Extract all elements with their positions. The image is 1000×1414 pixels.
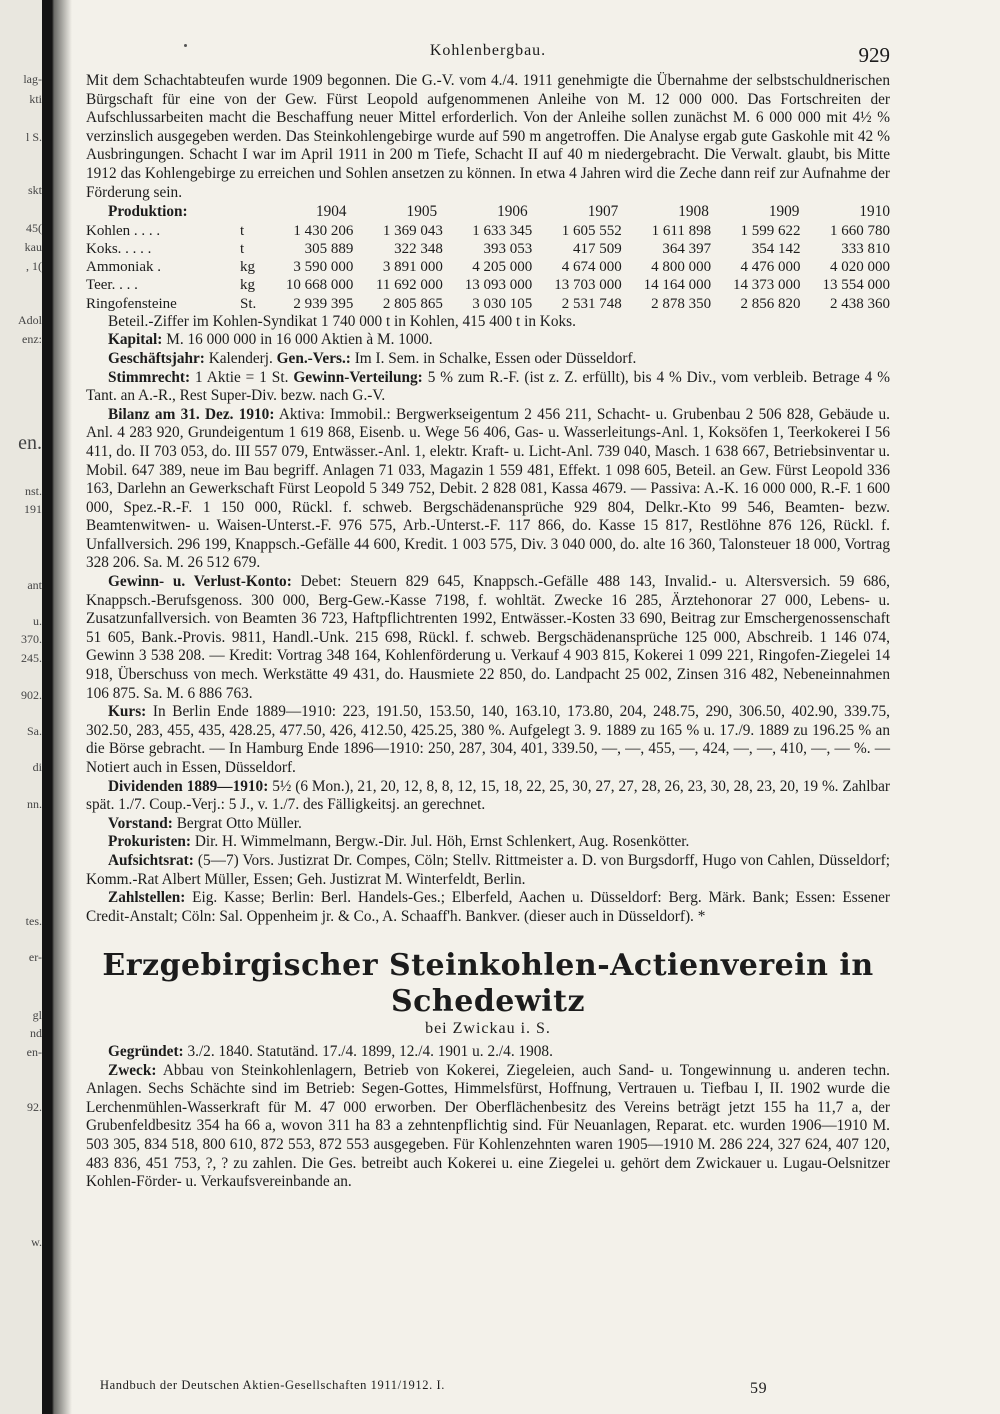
- section-label: Zahlstellen:: [108, 889, 186, 907]
- section-label: Kapital:: [108, 331, 163, 349]
- table-cell: 10 668 000: [285, 277, 354, 294]
- section-paragraph: [86, 815, 890, 834]
- margin-fragment: nst.: [24, 484, 42, 498]
- section-label: Dividenden 1889—1910:: [108, 777, 269, 795]
- table-cell: 3 891 000: [382, 259, 443, 276]
- table-cell: 1 660 780: [830, 222, 890, 239]
- table-cell: 322 348: [394, 240, 443, 257]
- margin-fragment: l S.: [25, 130, 42, 144]
- footer-imprint: Handbuch der Deutschen Aktien-Gesellschaften 1911/1912. I.: [100, 1378, 446, 1392]
- margin-fragment: 370.: [21, 632, 42, 646]
- table-cell: 364 397: [662, 240, 712, 257]
- margin-fragment: , 1(: [26, 259, 42, 273]
- row-label: Ringofensteine: [86, 295, 177, 312]
- section-text: Dir. H. Wimmelmann, Bergw.-Dir. Jul. Höh, Ernst Schlenkert, Aug. Rosenkötter.: [191, 833, 690, 851]
- table-row: [86, 276, 890, 294]
- table-cell: 417 509: [572, 240, 622, 257]
- margin-fragment: 245.: [21, 651, 42, 665]
- margin-fragment: en.: [18, 432, 42, 454]
- section-label: Gewinn- u. Verlust-Konto:: [108, 573, 292, 591]
- section-text: (5—7) Vors. Justizrat Dr. Compes, Cöln; Stellv. Rittmeister a. D. von Burgsdorff, Hugo von Cahlen, Düsseldorf; Komm.-Rat Albert Müller, Essen; Geh. Justizrat M. Winterfeldt, Berlin.: [86, 851, 890, 888]
- year-header: 1905: [406, 203, 438, 221]
- row-unit: kg: [240, 259, 255, 276]
- margin-fragment: kau: [24, 240, 42, 254]
- table-cell: 14 164 000: [643, 277, 712, 294]
- production-label: Produktion:: [108, 203, 188, 221]
- page-number: 929: [858, 43, 890, 67]
- margin-fragment: 902.: [21, 688, 42, 702]
- section-text: Debet: Steuern 829 645, Knappsch.-Gefälle 488 143, Invalid.- u. Altersversich. 59 686, Knappsch.-Berufsgenoss. 300 000, Berg-Gew.-Kasse 7198, f. wohltät. Zwecke 16 285, Ärztehonorar 27 000, Lebens- u. Zusatzunfallversich. von Beamten 36 723, Haftpflichtrenten 1992, Entwässer.-Kosten 33 690, Beitrag zur Emschergenossenschaft 51 605, Bank.-Provis. 9811, Handl.-Unk. 215 698, Rückl. f. schweb. Bergschädenansprüche 125 000, Abschreib. 1 146 074, Gewinn 3 538 208. — Kredit: Vortrag 348 164, Kohlenförderung u. Verkauf 4 903 815, Kokerei 1 099 221, Ringofen-Ziegelei 14 918, Überschuss von mech. Werkstätte 49 431, do. Hausmiete 22 850, do. Landpacht 25 002, Zinsen 316 482, Nebeneinnahmen 106 875. Sa. M. 6 886 763.: [86, 573, 891, 702]
- section-label: Stimmrecht:: [108, 368, 191, 386]
- section-text: 5½ (6 Mon.), 21, 20, 12, 8, 8, 12, 15, 18, 22, 25, 30, 27, 27, 28, 26, 23, 30, 28, 23, 20, 19 %. Zahlbar spät. 1./7. Coup.-Verj.: 5 J., v. 1./7. des Fälligkeitsj. an gerechnet.: [86, 777, 890, 814]
- table-row: [86, 295, 890, 313]
- section-text: Aktiva: Immobil.: Bergwerkseigentum 2 456 211, Schacht- u. Grubenbau 2 506 828, Gebäude u. Anl. 4 283 920, Grundeigentum 1 619 868, Eisenb. u. Wege 56 406, Gas- u. Wasserleitungs-Anl. 1, Koksöfen 1, Teerkokerei I 56 411, do. II 703 053, do. III 557 079, Entwässer.-Anl. 1, elektr. Kraft- u. Licht-Anl. 739 040, Masch. 1 638 667, Betriebsinventar u. Mobil. 647 389, neue im Bau begriff. Anlagen 71 033, Magazin 1 559 481, Effekt. 1 098 605, Beteil. an Gew. Fürst Leopold 336 163, Darlehn an Gewerkschaft Fürst Leopold 5 349 752, Debit. 2 828 081, Kassa 4679. — Passiva: A.-K. 16 000 000, R.-F. 1 600 000, Spez.-R.-F. 1 150 000, Rückl. f. schweb. Bergschädenansprüche 929 804, Delkr.-Kto 99 546, Beamten- bezw. Beamtenwitwen- u. Waisen-Unterst.-F. 976 575, Arb.-Unterst.-F. 117 866, do. Kasse 15 817, Restlöhne 876 126, Rückl. f. Unfallversich. 296 199, Knappsch.-Gefälle 44 600, Kredit. 1 003 575, Div. 3 040 000, do. alte 16 360, Talonsteuer 18 000, Vortrag 328 206. Sa. M. 26 512 679.: [86, 405, 890, 572]
- company-location: bei Zwickau i. S.: [425, 1020, 551, 1038]
- year-header: 1909: [768, 203, 800, 221]
- section-label: Bilanz am 31. Dez. 1910:: [108, 405, 275, 423]
- table-cell: 2 438 360: [830, 295, 890, 312]
- row-label: Ammoniak .: [86, 259, 161, 276]
- section-paragraph: [86, 1043, 890, 1062]
- intro-paragraph: Mit dem Schachtabteufen wurde 1909 begonnen. Die G.-V. vom 4./4. 1911 genehmigte die Übernahme der selbstschuldnerischen Bürgschaft für eine von der Gew. Fürst Leopold aufgenommenen Anleihe von M. 12 000 000. Das Fortschreiten der Aufschlussarbeiten macht die Beschaffung neuer Mittel erforderlich. Von der Anleihe sollen zunächst M. 6 000 000 mit 4½ % verzinslich ausgegeben werden. Das Steinkohlengebirge wurde auf 590 m angetroffen. Die Analyse ergab gute Gaskohle mit 42 % Ausbringungen. Schacht I war im April 1911 in 200 m Tiefe, Schacht II auf 40 m niedergebracht. Die Verwalt. glaubt, bis Mitte 1912 das Kohlengebirge zu erreichen und Sohlen ansetzen zu können. In etwa 4 Jahren wird die Zeche dann reif zur Aufnahme der Förderung sein.: [86, 72, 890, 201]
- year-header: 1910: [859, 203, 890, 221]
- section-paragraph: [86, 778, 890, 815]
- running-title: Kohlenbergbau.: [429, 42, 547, 59]
- margin-fragment: nd: [30, 1026, 42, 1040]
- book-binding-edge: [0, 0, 78, 1414]
- section-paragraph: [86, 1062, 890, 1192]
- section-label: Prokuristen:: [108, 833, 191, 851]
- table-cell: 14 373 000: [733, 277, 801, 294]
- margin-fragment: skt: [27, 183, 42, 197]
- year-header: 1907: [587, 203, 619, 221]
- table-cell: 2 856 820: [740, 295, 801, 312]
- row-unit: kg: [240, 277, 255, 294]
- section-text: 1 Aktie = 1 St.: [190, 368, 294, 386]
- section-text: In Berlin Ende 1889—1910: 223, 191.50, 153.50, 140, 163.10, 173.80, 204, 248.75, 290, 306.50, 402.90, 339.75, 302.50, 283, 455, 435, 428.25, 477.50, 426, 412.50, 425.25, 380 %. Aufgelegt 3. 9. 1889 zu 165 % u. 17./9. 1889 zu 196.25 % an die Börse gebracht. — In Hamburg Ende 1896—1910: 250, 287, 304, 401, 339.50, —, —, 455, —, 424, —, —, 410, —, — %. — Notiert auch in Essen, Düsseldorf.: [86, 703, 890, 777]
- margin-fragment: nn.: [27, 797, 42, 811]
- section-label: Gegründet:: [108, 1042, 184, 1060]
- table-cell: 305 889: [304, 240, 354, 257]
- section-paragraph: [86, 573, 890, 703]
- margin-fragment: Adol: [18, 313, 42, 327]
- table-cell: 1 633 345: [472, 222, 533, 239]
- section-text: 3./2. 1840. Statutänd. 17./4. 1899, 12./4. 1901 u. 2./4. 1908.: [183, 1042, 553, 1060]
- margin-fragment: di: [32, 760, 42, 774]
- year-header: 1908: [678, 203, 709, 221]
- table-cell: 4 020 000: [830, 259, 890, 276]
- table-cell: 2 939 395: [293, 295, 354, 312]
- syndicate-note: Beteil.-Ziffer im Kohlen-Syndikat 1 740 000 t in Kohlen, 415 400 t in Koks.: [108, 312, 576, 330]
- table-cell: 3 590 000: [293, 259, 354, 276]
- margin-fragment: er-: [28, 950, 42, 964]
- table-row: [86, 240, 890, 258]
- margin-fragment: 92.: [27, 1100, 42, 1114]
- table-cell: 2 805 865: [382, 295, 443, 312]
- table-cell: 4 205 000: [472, 259, 533, 276]
- section-label: Vorstand:: [108, 814, 173, 832]
- table-cell: 13 554 000: [822, 277, 890, 294]
- section-paragraph: [86, 889, 890, 926]
- company-sections-2: [86, 406, 890, 927]
- table-cell: 13 093 000: [464, 277, 533, 294]
- table-cell: 2 531 748: [561, 295, 622, 312]
- row-unit: t: [240, 222, 245, 239]
- margin-fragment: w.: [31, 1235, 42, 1249]
- table-cell: 4 800 000: [651, 259, 712, 276]
- row-label: Teer. . . .: [86, 277, 138, 294]
- production-header-row: [86, 203, 890, 222]
- table-cell: 1 369 043: [382, 222, 443, 239]
- year-header: 1904: [315, 203, 347, 221]
- row-unit: t: [240, 240, 245, 257]
- section-paragraph: [86, 331, 890, 350]
- table-cell: 1 430 206: [293, 222, 354, 239]
- row-label: Kohlen . . . .: [86, 222, 161, 239]
- section-paragraph: [86, 833, 890, 852]
- row-unit: St.: [240, 295, 257, 312]
- margin-fragment: u.: [33, 614, 42, 628]
- section-text: Abbau von Steinkohlenlagern, Betrieb von Kokerei, Ziegeleien, auch Sand- u. Tongewinnung u. anderen techn. Anlagen. Sechs Schächte sind im Betrieb: Segen-Gottes, Himmelsfürst, Hoffnung, Vertrauen u. Tiefbau I, II. 1902 wurde die Lerchenmühlen-Wasserkraft für M. 47 000 erworben. Der Oberflächenbesitz des Vereins beträgt jetzt 155 ha 11,7 a, der Grubenfeldbesitz 354 ha 66 a, wovon 311 ha 83 a zehntenpflichtig sind. Für Neuanlagen, Reparat. etc. wurden 1906—1910 M. 503 305, 834 518, 800 610, 872 553, 872 553 ausgegeben. Für Kohlenzehnten waren 1905—1910 M. 286 224, 327 624, 407 120, 483 836, 451 753, ?, ? zu zahlen. Die Ges. betreibt auch Kokerei u. eine Ziegelei u. gehört dem Zwickauer u. Lugau-Oelsnitzer Kohlen-Förder- u. Verkaufsvereinbande an.: [86, 1061, 890, 1191]
- section-text: M. 16 000 000 in 16 000 Aktien à M. 1000.: [162, 331, 433, 349]
- table-cell: 2 878 350: [651, 295, 712, 312]
- section-text: 5 % zum R.-F. (ist z. Z. erfüllt), bis 4 % Div., vom verbleib. Betrage 4 % Tant. an A.-R., Rest Super-Div. bezw. nach G.-V.: [86, 368, 890, 405]
- margin-fragment: kti: [29, 92, 42, 106]
- margin-fragment: Sa.: [27, 724, 42, 738]
- year-header: 1906: [497, 203, 528, 221]
- table-cell: 3 030 105: [472, 295, 533, 312]
- page-header: [86, 40, 890, 72]
- section-paragraph: [86, 852, 890, 889]
- signature-mark: 59: [750, 1380, 768, 1397]
- table-cell: 333 810: [841, 240, 890, 257]
- row-label: Koks. . . . .: [86, 240, 152, 257]
- section-label: Geschäftsjahr:: [108, 349, 205, 367]
- table-cell: 4 476 000: [740, 259, 801, 276]
- section-paragraph: [86, 703, 890, 777]
- table-cell: 1 599 622: [740, 222, 801, 239]
- table-cell: 11 692 000: [375, 277, 443, 294]
- company-sections-1: [86, 331, 890, 405]
- section-text: Kalenderj.: [204, 349, 277, 367]
- section-label: Zweck:: [108, 1061, 157, 1079]
- section-text: Eig. Kasse; Berlin: Berl. Handels-Ges.; Elberfeld, Aachen u. Düsseldorf: Berg. Märk. Bank; Essen: Essener Credit-Anstalt; Cöln: Sal. Oppenheim jr. & Co., A. Schaaff'h. Bankver. (dieser auch in Düsseldorf). *: [86, 889, 890, 925]
- margin-fragment: tes.: [25, 914, 42, 928]
- section-label: Gewinn-Verteilung:: [293, 368, 423, 386]
- company-title: Erzgebirgischer Steinkohlen-Actienverein in Schedewitz: [102, 948, 874, 1020]
- margin-fragment: 45(: [26, 221, 42, 235]
- table-row: [86, 258, 890, 276]
- table-cell: 1 605 552: [561, 222, 622, 239]
- margin-fragment: ant: [27, 578, 42, 592]
- table-cell: 393 053: [483, 240, 533, 257]
- company-sections-3: [86, 1043, 890, 1192]
- table-cell: 4 674 000: [561, 259, 622, 276]
- section-label: Gen.-Vers.:: [276, 349, 351, 367]
- margin-fragment: gl: [32, 1008, 42, 1022]
- table-cell: 1 611 898: [651, 222, 712, 239]
- margin-fragment: en-: [26, 1045, 42, 1059]
- section-paragraph: [86, 369, 890, 406]
- section-text: Im I. Sem. in Schalke, Essen oder Düsseldorf.: [350, 349, 637, 367]
- section-paragraph: [86, 406, 890, 573]
- margin-fragment: 191: [24, 502, 42, 516]
- table-cell: 354 142: [751, 240, 801, 257]
- margin-fragment: lag-: [23, 72, 42, 86]
- page-body: [86, 40, 890, 1192]
- section-label: Kurs:: [108, 703, 147, 721]
- table-cell: 13 703 000: [554, 277, 622, 294]
- section-paragraph: [86, 350, 890, 369]
- margin-fragment: enz:: [22, 332, 42, 346]
- production-table: [86, 222, 890, 313]
- section-text: Bergrat Otto Müller.: [172, 814, 302, 832]
- section-label: Aufsichtsrat:: [108, 851, 194, 869]
- page-footer: [100, 1378, 800, 1397]
- table-row: [86, 222, 890, 240]
